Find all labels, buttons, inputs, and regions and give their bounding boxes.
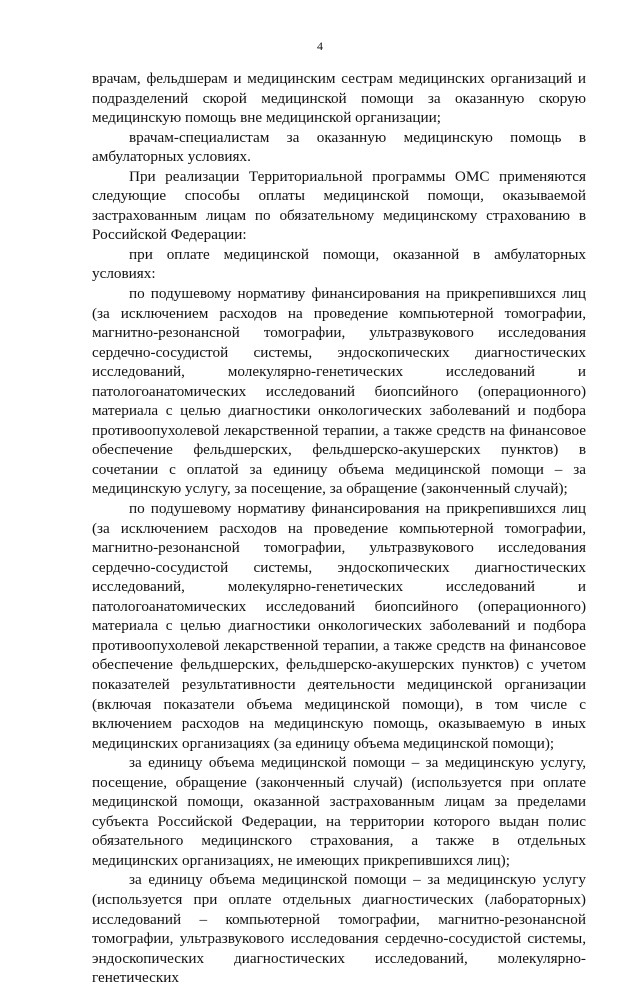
paragraph-ambulatory-heading: при оплате медицинской помощи, оказанной в амбулаторных условиях: [92,245,586,283]
paragraph-per-capita-with-performance: по подушевому нормативу финансирования на прикрепившихся лиц (за исключением расходов на проведение компьютерной томографии, магнитно-резонансной томографии, ультразвукового исследования сердечно-сосудистой системы, эндоскопических диагностических исследований, молекулярно-генетических исследований и патологоанатомических исследований биопсийного (операционного) материала с целью диагностики онкологических заболеваний и подбора противоопухолевой лекарственной терапии, а также средств на финансовое обеспечение фельдшерских, фельдшерско-акушерских пунктов) с учетом показателей результативности деятельности медицинской организации (включая показатели объема медицинской помощи), в том числе с включением расходов на медицинскую помощь, оказываемую в иных медицинских организациях (за единицу объема медицинской помощи); [92,500,586,752]
paragraph-payment-ambulance-staff: врачам, фельдшерам и медицинским сестрам медицинских организаций и подразделений скорой медицинской помощи за оказанную скорую медицинскую помощь вне медицинской организации; [92,70,586,127]
paragraph-unit-of-volume-visit: за единицу объема медицинской помощи – за медицинскую услугу, посещение, обращение (законченный случай) (используется при оплате медицинской помощи, оказанной застрахованным лицам за пределами субъекта Российской Федерации, на территории которого выдан полис обязательного медицинского страхования, а также в отдельных медицинских организациях, не имеющих прикрепившихся лиц); [92,754,586,869]
document-body [92,69,586,988]
page-number: 4 [317,39,323,53]
paragraph-payment-methods-intro: При реализации Территориальной программы ОМС применяются следующие способы оплаты медицинской помощи, оказываемой застрахованным лицам по обязательному медицинскому страхованию в Российской Федерации: [92,167,586,244]
paragraph-payment-specialists: врачам-специалистам за оказанную медицинскую помощь в амбулаторных условиях. [92,128,586,166]
paragraph-unit-of-volume-service: за единицу объема медицинской помощи – за медицинскую услугу (используется при оплате отдельных диагностических (лабораторных) исследований – компьютерной томографии, магнитно-резонансной томографии, ультразвукового исследования сердечно-сосудистой системы, эндоскопических диагностических исследований, молекулярно-генетических [92,871,586,987]
paragraph-per-capita-with-unit: по подушевому нормативу финансирования на прикрепившихся лиц (за исключением расходов на проведение компьютерной томографии, магнитно-резонансной томографии, ультразвукового исследования сердечно-сосудистой системы, эндоскопических диагностических исследований, молекулярно-генетических исследований и патологоанатомических исследований биопсийного (операционного) материала с целью диагностики онкологических заболеваний и подбора противоопухолевой лекарственной терапии, а также средств на финансовое обеспечение фельдшерских, фельдшерско-акушерских пунктов) в сочетании с оплатой за единицу объема медицинской помощи – за медицинскую услугу, за посещение, за обращение (законченный случай); [92,285,586,498]
